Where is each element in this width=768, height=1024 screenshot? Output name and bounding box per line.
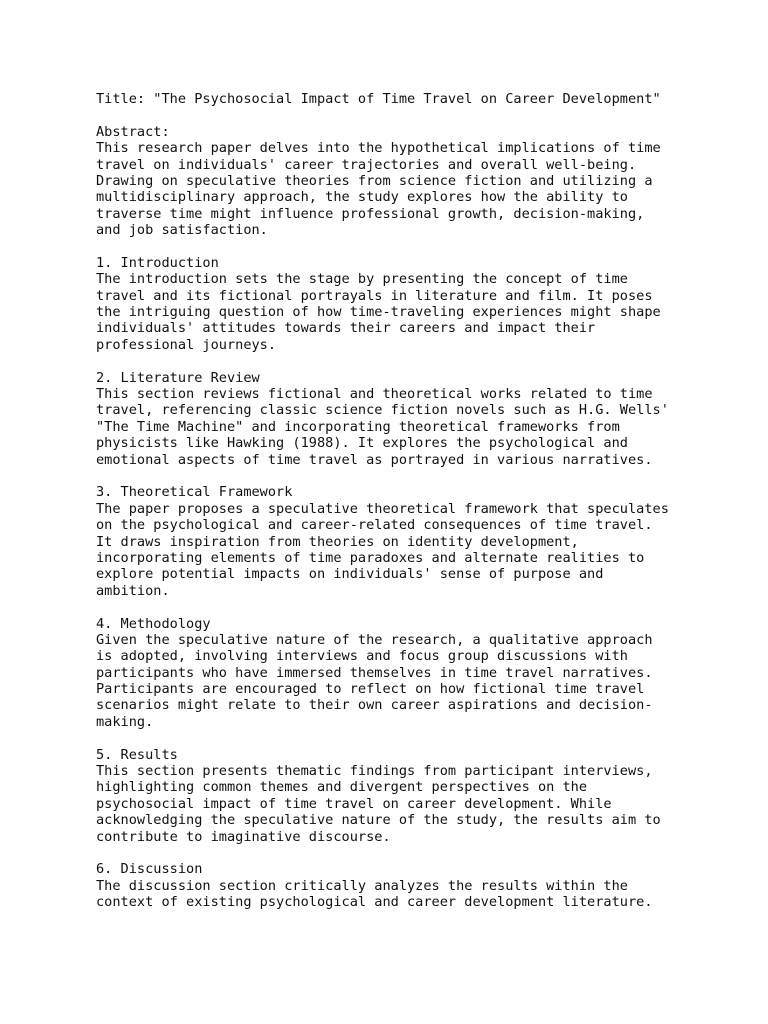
abstract-heading: Abstract: — [96, 123, 170, 140]
section-line: travel, referencing classic science fiction novels such as H.G. Wells' — [96, 402, 669, 419]
section-heading: 2. Literature Review — [96, 369, 260, 386]
section-line: ambition. — [96, 582, 170, 599]
section-heading: 4. Methodology — [96, 615, 211, 632]
section-line: making. — [96, 713, 154, 730]
section-line: the intriguing question of how time-traveling experiences might shape — [96, 304, 661, 321]
section-line: travel and its fictional portrayals in literature and film. It poses — [96, 287, 653, 304]
abstract-line: This research paper delves into the hypothetical implications of time — [96, 140, 661, 157]
section-discussion — [96, 861, 726, 910]
spacer — [96, 845, 726, 861]
section-line: highlighting common themes and divergent perspectives on the — [96, 779, 588, 796]
section-line: emotional aspects of time travel as portrayed in various narratives. — [96, 451, 653, 468]
section-theoretical-framework — [96, 484, 726, 599]
section-line: The discussion section critically analyzes the results within the — [96, 877, 628, 894]
section-methodology — [96, 616, 726, 731]
spacer — [96, 239, 726, 255]
spacer — [96, 468, 726, 484]
section-line: on the psychological and career-related consequences of time travel. — [96, 517, 653, 534]
abstract-line: traverse time might influence professional growth, decision-making, — [96, 205, 645, 222]
section-line: individuals' attitudes towards their careers and impact their — [96, 320, 596, 337]
section-line: physicists like Hawking (1988). It explores the psychological and — [96, 435, 628, 452]
spacer — [96, 107, 726, 123]
section-line: context of existing psychological and career development literature. — [96, 894, 653, 911]
section-line: The introduction sets the stage by presenting the concept of time — [96, 271, 628, 288]
section-line: acknowledging the speculative nature of the study, the results aim to — [96, 812, 661, 829]
section-line: participants who have immersed themselves in time travel narratives. — [96, 664, 653, 681]
section-line: This section presents thematic findings from participant interviews, — [96, 763, 653, 780]
document-title: Title: "The Psychosocial Impact of Time Travel on Career Development" — [96, 91, 661, 107]
spacer — [96, 599, 726, 615]
abstract-line: travel on individuals' career trajectories and overall well-being. — [96, 156, 637, 173]
section-line: The paper proposes a speculative theoretical framework that speculates — [96, 500, 669, 517]
section-line: contribute to imaginative discourse. — [96, 828, 391, 845]
spacer — [96, 353, 726, 369]
abstract-line: and job satisfaction. — [96, 222, 268, 239]
section-line: scenarios might relate to their own career aspirations and decision- — [96, 697, 653, 714]
section-line: "The Time Machine" and incorporating theoretical frameworks from — [96, 418, 620, 435]
section-line: This section reviews fictional and theoretical works related to time — [96, 386, 653, 403]
section-heading: 5. Results — [96, 746, 178, 763]
section-heading: 1. Introduction — [96, 254, 219, 271]
section-introduction — [96, 255, 726, 353]
section-literature-review — [96, 370, 726, 468]
document-page — [96, 91, 726, 911]
section-line: psychosocial impact of time travel on career development. While — [96, 795, 612, 812]
section-results — [96, 747, 726, 845]
section-line: incorporating elements of time paradoxes and alternate realities to — [96, 549, 645, 566]
section-line: Participants are encouraged to reflect on how fictional time travel — [96, 681, 645, 698]
section-line: Given the speculative nature of the research, a qualitative approach — [96, 631, 653, 648]
section-line: professional journeys. — [96, 336, 277, 353]
abstract-line: multidisciplinary approach, the study explores how the ability to — [96, 189, 628, 206]
abstract-line: Drawing on speculative theories from science fiction and utilizing a — [96, 172, 653, 189]
section-heading: 6. Discussion — [96, 861, 203, 878]
section-line: is adopted, involving interviews and focus group discussions with — [96, 648, 628, 665]
spacer — [96, 730, 726, 746]
section-heading: 3. Theoretical Framework — [96, 484, 293, 501]
abstract-block — [96, 124, 726, 239]
section-line: explore potential impacts on individuals' sense of purpose and — [96, 566, 604, 583]
section-line: It draws inspiration from theories on identity development, — [96, 533, 579, 550]
